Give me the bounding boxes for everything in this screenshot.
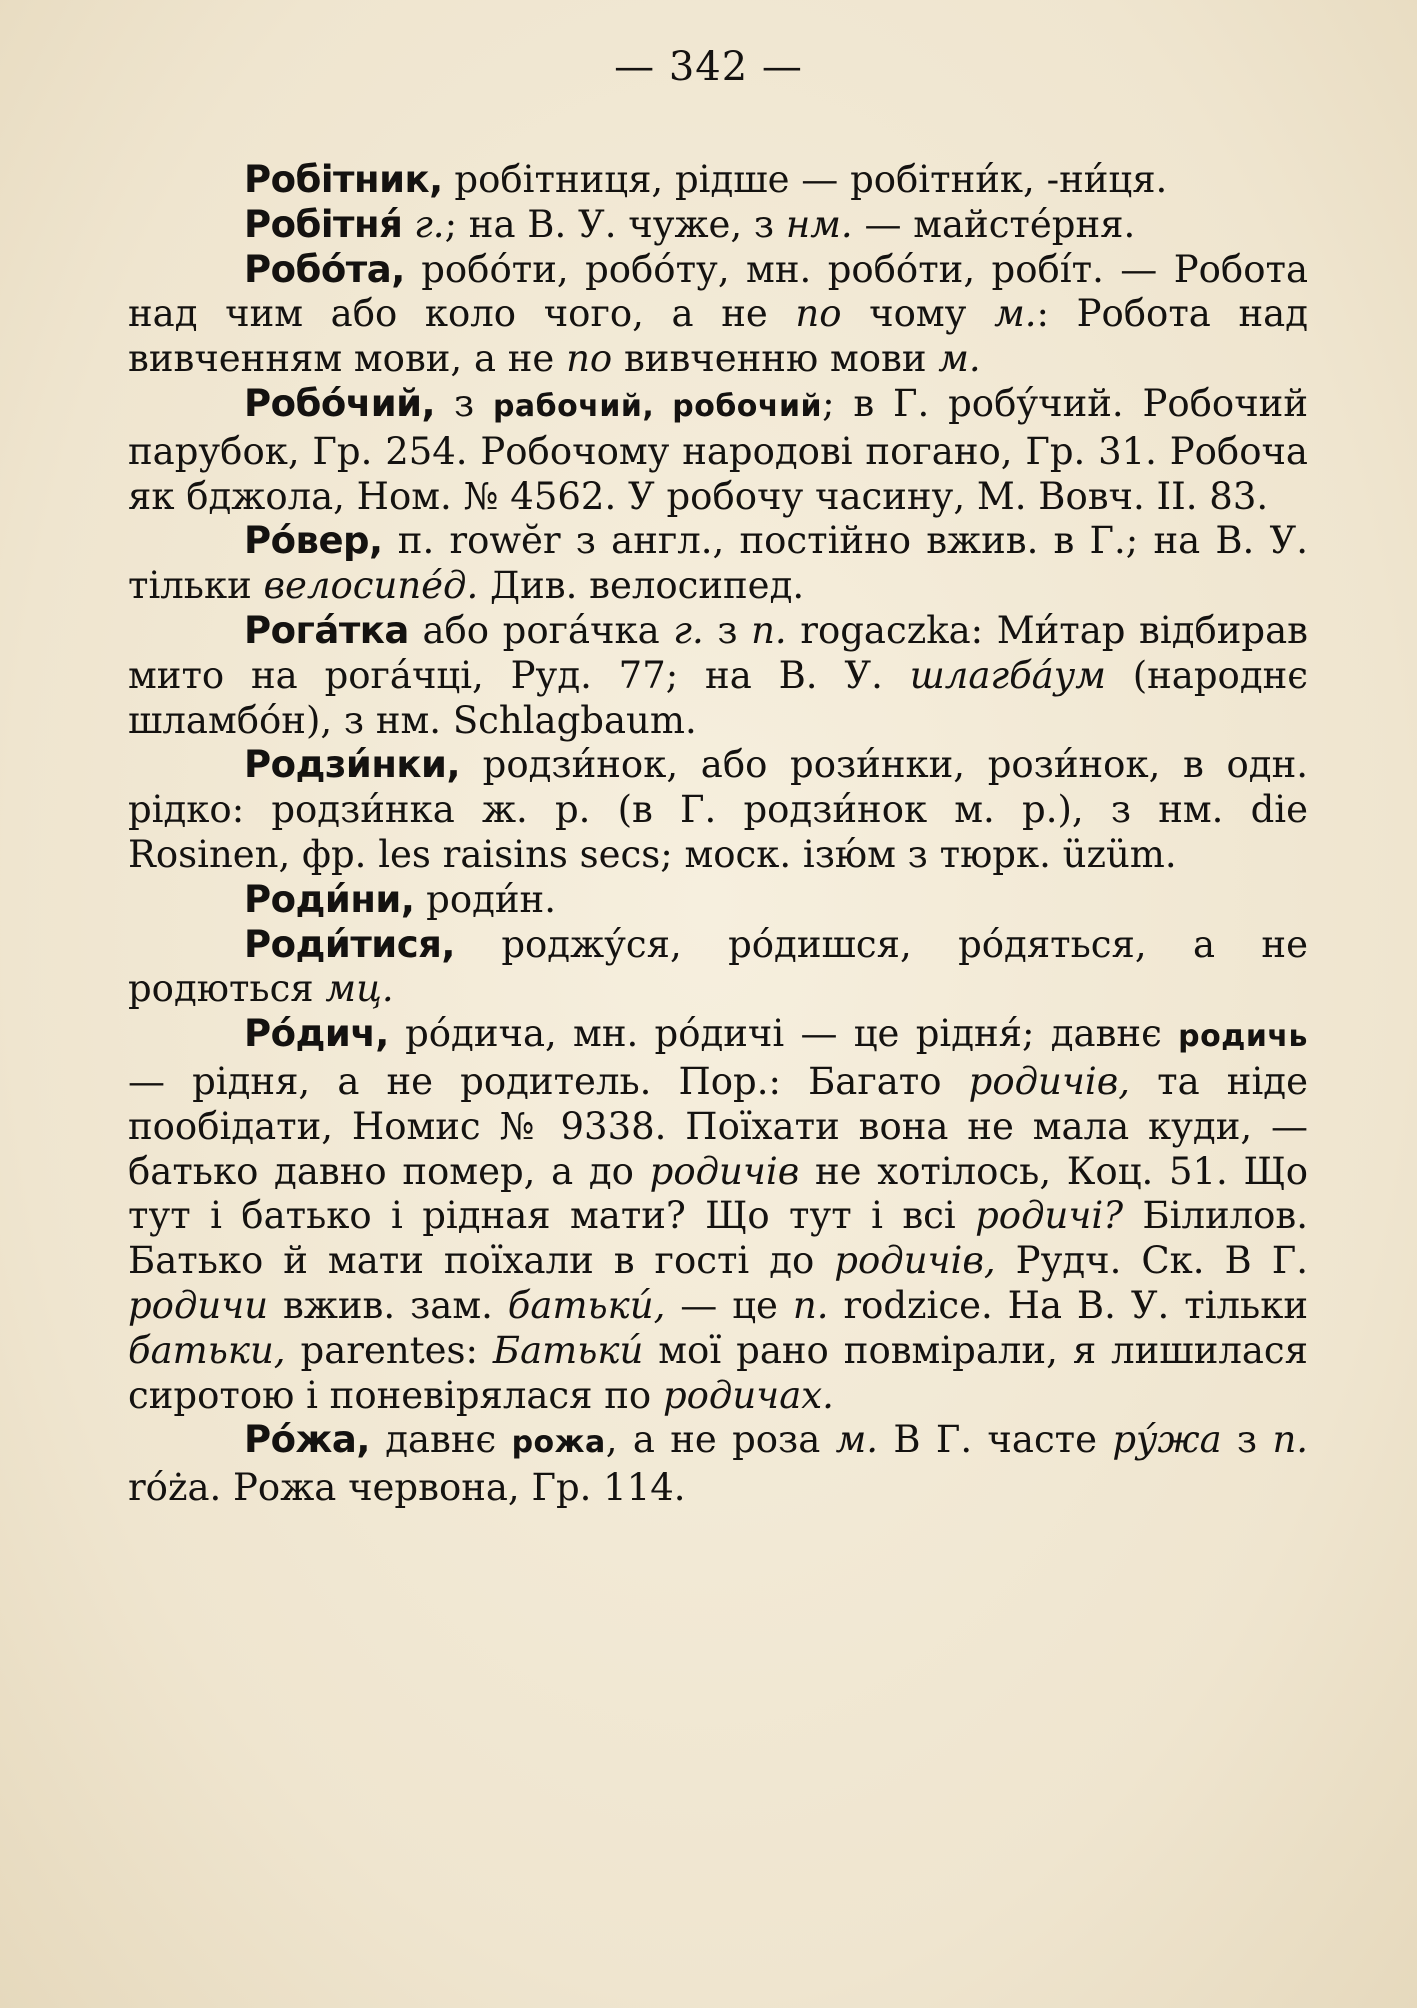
entry-headword: Роди́тися, — [244, 922, 455, 966]
entry-text: : Робота над вивченням мови, а не — [128, 292, 1308, 381]
dictionary-entry — [128, 609, 1308, 743]
entry-text: В Г. часте — [878, 1418, 1113, 1462]
entry-text: з — [1221, 1418, 1273, 1462]
italic-text: м. — [835, 1418, 879, 1462]
old-form-text: родичь — [1178, 1019, 1308, 1055]
entry-headword: Роди́ни, — [244, 877, 415, 921]
entry-text: мої рано повмірали, я лишилася сиротою і поневірялася по — [128, 1328, 1308, 1417]
page-number: — 342 — — [614, 44, 803, 90]
entry-text: ; на В. У. чуже, з — [444, 202, 786, 246]
entry-headword: Ро́жа, — [244, 1418, 370, 1462]
entry-headword: Ро́дич, — [244, 1012, 389, 1056]
entry-text: з — [703, 608, 752, 652]
entry-text: , а не роза — [605, 1418, 836, 1462]
italic-text: нм. — [785, 202, 853, 246]
entry-text: робітниця, рідше — робітни́к, -ни́ця. — [442, 158, 1168, 201]
entry-text: робо́ти, робо́ту, мн. робо́ти, робі́т. — Робота над чим або коло чого, а не — [128, 247, 1308, 336]
dictionary-entry — [128, 878, 1308, 923]
dictionary-entry — [128, 1418, 1308, 1511]
italic-text: родичі? — [975, 1194, 1124, 1238]
entry-text: róża. Рожа червона, Гр. 114. — [128, 1466, 686, 1510]
italic-text: г. — [673, 608, 704, 652]
entry-text — [402, 203, 414, 246]
entry-text: Див. велосипед. — [478, 564, 805, 608]
entry-text: — майсте́рня. — [852, 202, 1136, 246]
entry-headword: Рога́тка — [244, 608, 409, 652]
dictionary-entry — [128, 158, 1308, 203]
italic-text: г. — [414, 202, 445, 246]
italic-text: батькú, — [507, 1283, 666, 1327]
italic-text: велосипе́д. — [263, 564, 479, 608]
entry-text: давнє — [369, 1418, 512, 1462]
dictionary-entry — [128, 382, 1308, 519]
italic-text: п. — [751, 608, 787, 652]
entry-headword: Ро́вер, — [244, 519, 383, 563]
italic-text: родичів, — [834, 1239, 996, 1283]
entry-text: роджу́ся, ро́дишся, ро́дяться, а не родються — [128, 922, 1308, 1011]
dictionary-entry — [128, 743, 1308, 877]
entry-text: не хотілось, Коц. 51. Що тут і батько і рідная мати? Що тут і всі — [128, 1149, 1308, 1238]
old-form-text: рабочий, робочий — [492, 388, 823, 424]
old-form-text: рожа — [511, 1425, 606, 1461]
entry-text: — це — [665, 1283, 793, 1327]
entry-text: роди́н. — [414, 877, 556, 921]
entry-headword: Робітня́ — [244, 202, 403, 246]
entry-headword: Робо́та, — [244, 247, 405, 291]
italic-text: родичи — [128, 1283, 269, 1327]
italic-text: п. — [792, 1283, 829, 1327]
italic-text: по — [566, 337, 613, 381]
italic-text: Батькú — [492, 1328, 644, 1372]
entry-text: Рудч. Ск. В Г. — [995, 1239, 1308, 1283]
italic-text: родичах. — [662, 1373, 834, 1417]
entry-text: rodzice. На В. У. тільки — [828, 1283, 1308, 1327]
entry-text: з — [435, 381, 493, 425]
italic-text: м. — [994, 292, 1037, 336]
italic-text: м. — [938, 337, 981, 381]
entry-text: або рога́чка — [408, 608, 674, 652]
italic-text: родичів — [649, 1149, 800, 1193]
entry-text: та ніде пообідати, Номис № 9338. Поїхати вона не мала куди, — батько давно помер, а до — [128, 1059, 1308, 1193]
entry-text: parentes: — [285, 1328, 493, 1372]
entry-headword: Робо́чий, — [244, 381, 436, 425]
italic-text: по — [795, 292, 842, 336]
entry-text: ; в Г. робу́чий. Робочий парубок, Гр. 254. Робочому народові погано, Гр. 31. Робоча як бджола, Ном. № 4562. У робочу часину, М. Вовч. II. 83. — [128, 381, 1308, 518]
entry-text: вжив. зам. — [268, 1283, 508, 1327]
italic-text: родичів, — [968, 1059, 1131, 1103]
dictionary-text — [128, 158, 1308, 1511]
entry-text: ро́дича, мн. ро́дичі — це рідня́; давнє — [388, 1012, 1179, 1056]
dictionary-entry — [128, 923, 1308, 1013]
italic-text: п. — [1272, 1418, 1309, 1462]
entry-text: (народнє шламбо́н), з нм. Schlagbaum. — [128, 653, 1308, 742]
dictionary-entry — [128, 248, 1308, 382]
italic-text: мц. — [325, 967, 394, 1011]
italic-text: батьки, — [128, 1328, 286, 1372]
italic-text: шлагба́ум — [909, 653, 1106, 697]
entry-text: Білилов. Батько й мати поїхали в гості до — [128, 1194, 1308, 1283]
entry-text: п. rowĕr з англ., постійно вжив. в Г.; на В. У. тільки — [128, 519, 1308, 608]
entry-text: rogaczka: Ми́тар відбирав мито на рога́чці, Руд. 77; на В. У. — [128, 608, 1309, 697]
dictionary-entry — [128, 203, 1308, 248]
entry-text: — рідня, а не родитель. Пор.: Багато — [128, 1059, 969, 1103]
entry-headword: Робітник, — [244, 158, 443, 201]
italic-text: ру́жа — [1112, 1418, 1222, 1462]
entry-headword: Родзи́нки, — [244, 743, 461, 787]
entry-text: вивченню мови — [612, 337, 939, 381]
entry-text: чому — [841, 292, 995, 336]
dictionary-entry — [128, 519, 1308, 609]
dictionary-entry — [128, 1012, 1308, 1418]
entry-text: родзи́нок, або рози́нки, рози́нок, в одн. рідко: родзи́нка ж. р. (в Г. родзи́нок м. р.), з нм. die Rosinen, фр. les raisins secs; моск. ізю́м з тюрк. üzüm. — [128, 743, 1308, 876]
